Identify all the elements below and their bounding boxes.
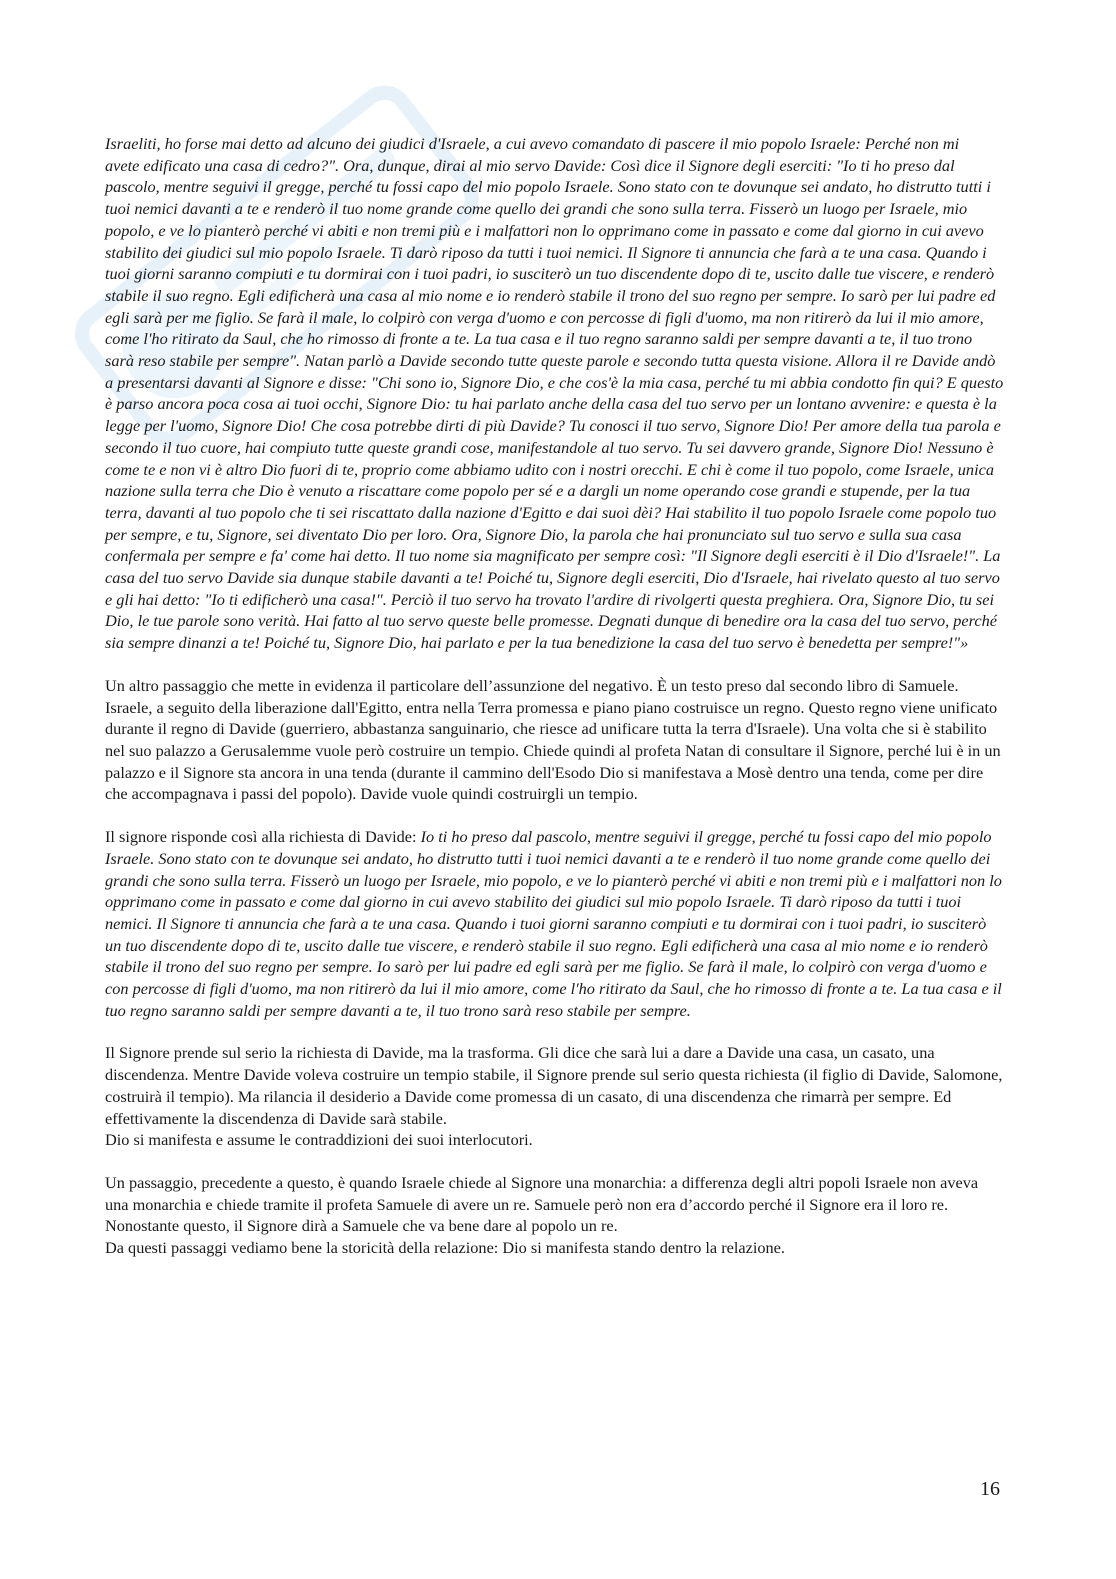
monarchy-text: Un passaggio, precedente a questo, è quando Israele chiede al Signore una monarchia: a differenza degli altri popoli Israele non aveva una monarchia e chiede tramite il profeta Samuele di avere un re. Samuele però non era d’accordo perché il Signore era il loro re. Nonostante questo, il Signore dirà a Samuele che va bene dare al popolo un re.	[105, 1172, 979, 1236]
monarchy-conclusion: Da questi passaggi vediamo bene la storicità della relazione: Dio si manifesta stando dentro la relazione.	[105, 1238, 785, 1258]
document-body	[105, 133, 1005, 1280]
interpretation-text: Il Signore prende sul serio la richiesta di Davide, ma la trasforma. Gli dice che sarà lui a dare a Davide una casa, un casato, una discendenza. Mentre Davide voleva costruire un tempio stabile, il Signore prende sul serio questa richiesta (il figlio di Davide, Salomone, costruirà il tempio). Ma rilancia il desiderio a Davide come promessa di un casato, di una discendenza che rimarrà per sempre. Ed effettivamente la discendenza di Davide sarà stabile.	[105, 1043, 1003, 1128]
paragraph-interpretation	[105, 1042, 1005, 1151]
response-quote: Io ti ho preso dal pascolo, mentre seguivi il gregge, perché tu fossi capo del mio popolo Israele. Sono stato con te dovunque sei andato, ho distrutto tutti i tuoi nemici davanti a te e renderò il tuo nome grande come quello dei grandi che sono sulla terra. Fisserò un luogo per Israele, mio popolo, e ve lo pianterò perché vi abiti e non tremi più e i malfattori non lo opprimano come in passato e come dal giorno in cui avevo stabilito dei giudici sul mio popolo Israele. Ti darò riposo da tutti i tuoi nemici. Il Signore ti annuncia che farà a te una casa. Quando i tuoi giorni saranno compiuti e tu dormirai con i tuoi padri, io susciterò un tuo discendente dopo di te, uscito dalle tue viscere, e renderò stabile il suo regno. Egli edificherà una casa al mio nome e io renderò stabile il trono del suo regno per sempre. Io sarò per lui padre ed egli sarà per me figlio. Se farà il male, lo colpirò con verga d'uomo e con percosse di figli d'uomo, ma non ritirerò da lui il mio amore, come l'ho ritirato da Saul, che ho rimosso di fronte a te. La tua casa e il tuo regno saranno saldi per sempre davanti a te, il tuo trono sarà reso stabile per sempre.	[105, 827, 1002, 1020]
response-lead: Il signore risponde così alla richiesta di Davide:	[105, 827, 421, 847]
paragraph-monarchy	[105, 1172, 1005, 1259]
paragraph-context: Un altro passaggio che mette in evidenza il particolare dell’assunzione del negativo. È un testo preso dal secondo libro di Samuele. Israele, a seguito della liberazione dall'Egitto, entra nella Terra promessa e piano piano costruisce un regno. Questo regno viene unificato durante il regno di Davide (guerriero, abbastanza sanguinario, che riesce ad unificare tutta la terra d'Israele). Una volta che si è stabilito nel suo palazzo a Gerusalemme vuole però costruire un tempio. Chiede quindi al profeta Natan di consultare il Signore, perché lui è in un palazzo e il Signore sta ancora in una tenda (durante il cammino dell'Esodo Dio si manifestava a Mosè dentro una tenda, come per dire che accompagnava i passi del popolo). Davide vuole quindi costruirgli un tempio.	[105, 675, 1001, 804]
quote-line-1: Israeliti, ho forse mai detto ad alcuno dei giudici d'Israele, a cui avevo comandato di pascere il mio popolo Israele: Perché non mi	[105, 134, 960, 153]
scripture-quote	[105, 133, 1005, 654]
interpretation-conclusion: Dio si manifesta e assume le contraddizioni dei suoi interlocutori.	[105, 1130, 533, 1150]
quote-line-2: avete edificato una casa di cedro?". Ora, dunque, dirai al mio servo Davide: Così dice il Signore degli eserciti: "Io ti ho preso dal pascolo, mentre seguivi il gregge, perché tu fossi capo del mio popolo Israele. Sono stato con te dovunque sei andato, ho distrutto tutti i tuoi nemici davanti a te e renderò il tuo nome grande come quello dei grandi che sono sulla terra. Fisserò un luogo per Israele, mio popolo, e ve lo pianterò perché vi abiti e non tremi più e i malfattori non lo opprimano come in passato e come dal giorno in cui avevo stabilito dei giudici sul mio popolo Israele. Ti darò riposo da tutti i tuoi nemici. Il Signore ti annuncia che farà a te una casa. Quando i tuoi giorni saranno compiuti e tu dormirai con i tuoi padri, io susciterò un tuo discendente dopo di te, uscito dalle tue viscere, e renderò stabile il suo regno. Egli edificherà una casa al mio nome e io renderò stabile il trono del suo regno per sempre. Io sarò per lui padre ed egli sarà per me figlio. Se farà il male, lo colpirò con verga d'uomo e con percosse di figli d'uomo, ma non ritirerò da lui il mio amore, come l'ho ritirato da Saul, che ho rimosso di fronte a te. La tua casa e il tuo regno saranno saldi per sempre davanti a te, il tuo trono sarà reso stabile per sempre". Natan parlò a Davide secondo tutte queste parole e secondo tutta questa visione. Allora il re Davide andò a presentarsi davanti al Signore e disse: "Chi sono io, Signore Dio, e che cos'è la mia casa, perché tu mi abbia condotto fin qui? E questo è parso ancora poca cosa ai tuoi occhi, Signore Dio: tu hai parlato anche della casa del tuo servo per un lontano avvenire: e questa è la legge per l'uomo, Signore Dio! Che cosa potrebbe dirti di più Davide? Tu conosci il tuo servo, Signore Dio! Per amore della tua parola e secondo il tuo cuore, hai compiuto tutte queste grandi cose, manifestandole al tuo servo. Tu sei davvero grande, Signore Dio! Nessuno è come te e non vi è altro Dio fuori di te, proprio come abbiamo udito con i nostri orecchi. E chi è come il tuo popolo, come Israele, unica nazione sulla terra che Dio è venuto a riscattare come popolo per sé e a dargli un nome operando cose grandi e stupende, per la tua terra, davanti al tuo popolo che ti sei riscattato dalla nazione d'Egitto e dai suoi dèi? Hai stabilito il tuo popolo Israele come popolo tuo per sempre, e tu, Signore, sei diventato Dio per loro. Ora, Signore Dio, la parola che hai pronunciato sul tuo servo e sulla sua casa confermala per sempre e fa' come hai detto. Il tuo nome sia magnificato per sempre così: "Il Signore degli eserciti è il Dio d'Israele!". La casa del tuo servo Davide sia dunque stabile davanti a te! Poiché tu, Signore degli eserciti, Dio d'Israele, hai rivelato questo al tuo servo e gli hai detto: "Io ti edificherò una casa!". Perciò il tuo servo ha trovato l'ardire di rivolgerti questa preghiera. Ora, Signore Dio, tu sei Dio, le tue parole sono verità. Hai fatto al tuo servo queste belle promesse. Degnati dunque di benedire ora la casa del tuo servo, perché sia sempre dinanzi a te! Poiché tu, Signore Dio, hai parlato e per la tua benedizione la casa del tuo servo è benedetta per sempre!"»	[105, 155, 1004, 653]
paragraph-response	[105, 826, 1005, 1021]
page-number: 16	[980, 1478, 1000, 1500]
